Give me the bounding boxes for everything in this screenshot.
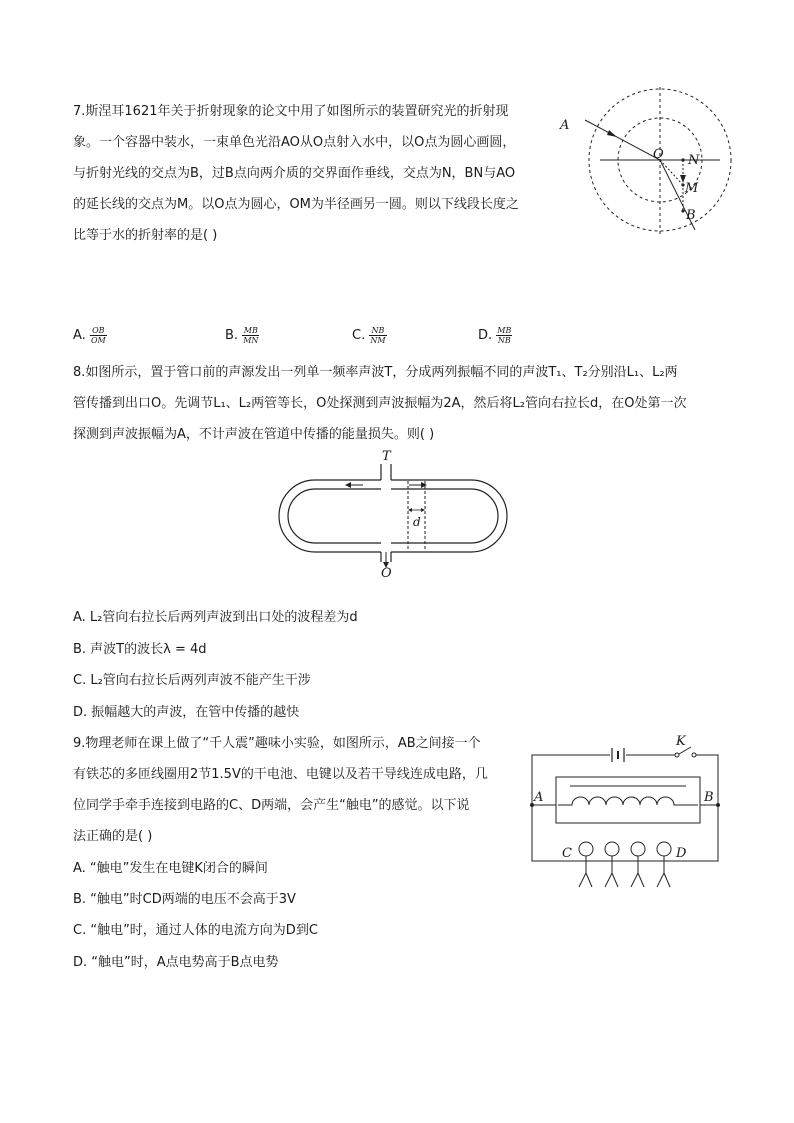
- tube-inner: [288, 489, 498, 543]
- label-a: A: [560, 118, 570, 133]
- sound-tube-diagram: [277, 447, 509, 581]
- q8-option-b[interactable]: B. 声波T的波长λ = 4d: [73, 642, 207, 657]
- fraction: $\frac{NB}{NM}$: [370, 326, 386, 345]
- q9-option-a[interactable]: A. “触电”发生在电键K闭合的瞬间: [73, 861, 268, 876]
- fraction: $\frac{MB}{NB}$: [497, 326, 512, 345]
- top-gap: [381, 477, 391, 491]
- q8-option-d[interactable]: D. 振幅越大的声波，在管中传播的越快: [73, 705, 300, 720]
- q7-option-b[interactable]: [225, 326, 259, 345]
- label-o: O: [381, 566, 392, 581]
- q7-option-c[interactable]: [352, 326, 387, 345]
- q7-option-a[interactable]: [73, 326, 107, 345]
- label-d: D: [676, 846, 687, 861]
- q7-line-4: 的延长线的交点为M。以O点为圆心，OM为半径画另一圆。则以下线段长度之: [73, 197, 519, 212]
- switch-pivot: [675, 753, 679, 757]
- label-b: B: [704, 790, 714, 805]
- point-n: [681, 158, 684, 161]
- label-o: O: [653, 147, 664, 162]
- q9-line-1: 9.物理老师在课上做了“千人震”趣味小实验，如图所示，AB之间接一个: [73, 736, 481, 751]
- label-c: C: [562, 846, 572, 861]
- ao-extension: [660, 160, 683, 185]
- q7-line-3: 与折射光线的交点为B，过B点向两介质的交界面作垂线，交点为N，BN与AO: [73, 166, 516, 181]
- q8-line-2: 管传播到出口O。先调节L₁、L₂两管等长，O处探测到声波振幅为2A，然后将L₂管向右拉长d，在O处第一次: [73, 396, 687, 411]
- point-b: [681, 209, 684, 212]
- q9-option-c[interactable]: C. “触电”时，通过人体的电流方向为D到C: [73, 923, 318, 938]
- coil: [558, 797, 698, 805]
- q9-option-d[interactable]: D. “触电”时，A点电势高于B点电势: [73, 955, 279, 970]
- students: [576, 842, 674, 887]
- option-label: A.: [73, 328, 86, 343]
- label-t: T: [382, 449, 391, 464]
- q9-option-b[interactable]: B. “触电”时CD两端的电压不会高于3V: [73, 892, 296, 907]
- q9-line-3: 位同学手牵手连接到电路的C、D两端，会产生“触电”的感觉。以下说: [73, 798, 470, 813]
- option-label: D.: [478, 328, 493, 343]
- incident-arrow: [607, 130, 617, 137]
- fraction: $\frac{MB}{MN}$: [243, 326, 259, 345]
- q7-line-1: 7.斯涅耳1621年关于折射现象的论文中用了如图所示的装置研究光的折射现: [73, 104, 509, 119]
- q8-line-1: 8.如图所示，置于管口前的声源发出一列单一频率声波T，分成两列振幅不同的声波T₁、T₂分别沿L₁、L₂两: [73, 365, 678, 380]
- q9-line-2: 有铁芯的多匝线圈用2节1.5V的干电池、电键以及若干导线连成电路，几: [73, 767, 488, 782]
- option-label: C.: [352, 328, 366, 343]
- switch-contact: [692, 753, 696, 757]
- label-k: K: [676, 734, 686, 749]
- q8-option-c[interactable]: C. L₂管向右拉长后两列声波不能产生干涉: [73, 673, 311, 688]
- q8-line-3: 探测到声波振幅为A，不计声波在管道中传播的能量损失。则( ): [73, 427, 435, 442]
- q9-line-4: 法正确的是( ): [73, 829, 153, 844]
- q8-option-a[interactable]: A. L₂管向右拉长后两列声波到出口处的波程差为d: [73, 610, 358, 625]
- label-n: N: [688, 153, 700, 168]
- circuit-diagram: [528, 733, 723, 891]
- refraction-diagram: [555, 105, 730, 240]
- q7-line-2: 象。一个容器中装水，一束单色光沿AO从O点射入水中，以O点为圆心画圆，: [73, 135, 516, 150]
- label-d: d: [413, 515, 421, 529]
- label-b: B: [686, 208, 696, 223]
- label-a: A: [534, 790, 544, 805]
- option-label: B.: [225, 328, 239, 343]
- q7-line-5: 比等于水的折射率的是( ): [73, 228, 218, 243]
- tube-outer: [279, 480, 507, 552]
- q7-option-d[interactable]: [478, 326, 512, 345]
- coil-box: [556, 777, 700, 823]
- label-m: M: [685, 181, 699, 196]
- incident-ray: [585, 120, 660, 160]
- fraction: $\frac{OB}{OM}$: [90, 326, 106, 345]
